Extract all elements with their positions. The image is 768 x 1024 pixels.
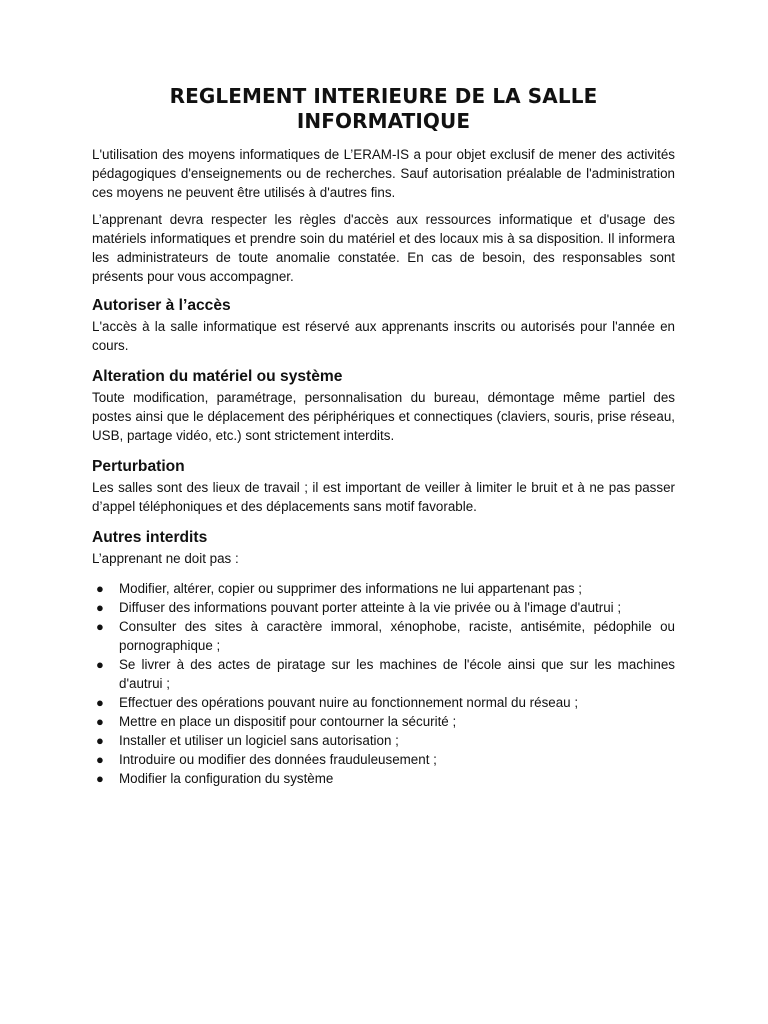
- list-item: [92, 769, 675, 788]
- bullet-icon: ●: [96, 600, 104, 615]
- bullet-icon: ●: [96, 733, 104, 748]
- list-item: [92, 712, 675, 731]
- list-item: [92, 750, 675, 769]
- list-item-text: Introduire ou modifier des données frauduleusement ;: [119, 752, 437, 767]
- document-page: [92, 84, 675, 788]
- list-item-text: Modifier la configuration du système: [119, 771, 334, 786]
- intro-paragraph: L'utilisation des moyens informatiques de L’ERAM-IS a pour objet exclusif de mener des activités pédagogiques d'enseignements ou de recherches. Sauf autorisation préalable de l'administration ces moyens ne peuvent être utilisés à d'autres fins.: [92, 147, 675, 200]
- section-heading-other-prohibitions: Autres interdits: [92, 529, 208, 546]
- intro-paragraph: L’apprenant devra respecter les règles d'accès aux ressources informatique et d'usage des matériels informatiques et prendre soin du matériel et des locaux mis à sa disposition. Il informera les administrateurs de toute anomalie constatée. En cas de besoin, des responsables sont présents pour vous accompagner.: [92, 212, 675, 284]
- list-item: [92, 655, 675, 693]
- prohibited-list: [92, 579, 675, 788]
- list-item-text: Consulter des sites à caractère immoral, xénophobe, raciste, antisémite, pédophile ou pornographique ;: [119, 619, 675, 653]
- section-text-alteration: Toute modification, paramétrage, personnalisation du bureau, démontage même partiel des postes ainsi que le déplacement des périphériques et connectiques (claviers, souris, prise réseau, USB, partage vidéo, etc.) sont strictement interdits.: [92, 390, 675, 443]
- list-item-text: Installer et utiliser un logiciel sans autorisation ;: [119, 733, 399, 748]
- section-heading-perturbation: Perturbation: [92, 458, 185, 475]
- document-title-line1: REGLEMENT INTERIEURE DE LA SALLE: [169, 84, 598, 108]
- bullet-icon: ●: [96, 619, 104, 634]
- bullet-icon: ●: [96, 581, 104, 596]
- list-item: [92, 731, 675, 750]
- section-text-other-prohibitions: L’apprenant ne doit pas :: [92, 551, 239, 566]
- list-item: [92, 693, 675, 712]
- bullet-icon: ●: [96, 695, 104, 710]
- section-heading-access: Autoriser à l’accès: [92, 297, 231, 314]
- document-title-line2: INFORMATIQUE: [296, 109, 471, 133]
- list-item-text: Se livrer à des actes de piratage sur les machines de l'école ainsi que sur les machines d'autrui ;: [119, 657, 675, 691]
- bullet-icon: ●: [96, 752, 104, 767]
- list-item-text: Diffuser des informations pouvant porter atteinte à la vie privée ou à l'image d'autrui ;: [119, 600, 622, 615]
- section-text-access: L'accès à la salle informatique est réservé aux apprenants inscrits ou autorisés pour l'année en cours.: [92, 319, 675, 353]
- section-text-perturbation: Les salles sont des lieux de travail ; il est important de veiller à limiter le bruit et à ne pas passer d’appel téléphoniques et des déplacements sans motif favorable.: [92, 480, 675, 514]
- list-item: [92, 617, 675, 655]
- bullet-icon: ●: [96, 771, 104, 786]
- bullet-icon: ●: [96, 714, 104, 729]
- list-item: [92, 579, 675, 598]
- list-item-text: Mettre en place un dispositif pour contourner la sécurité ;: [119, 714, 457, 729]
- section-heading-alteration: Alteration du matériel ou système: [92, 368, 343, 385]
- bullet-icon: ●: [96, 657, 104, 672]
- document-title: [92, 84, 675, 134]
- list-item-text: Modifier, altérer, copier ou supprimer des informations ne lui appartenant pas ;: [119, 581, 582, 596]
- list-item-text: Effectuer des opérations pouvant nuire au fonctionnement normal du réseau ;: [119, 695, 579, 710]
- list-item: [92, 598, 675, 617]
